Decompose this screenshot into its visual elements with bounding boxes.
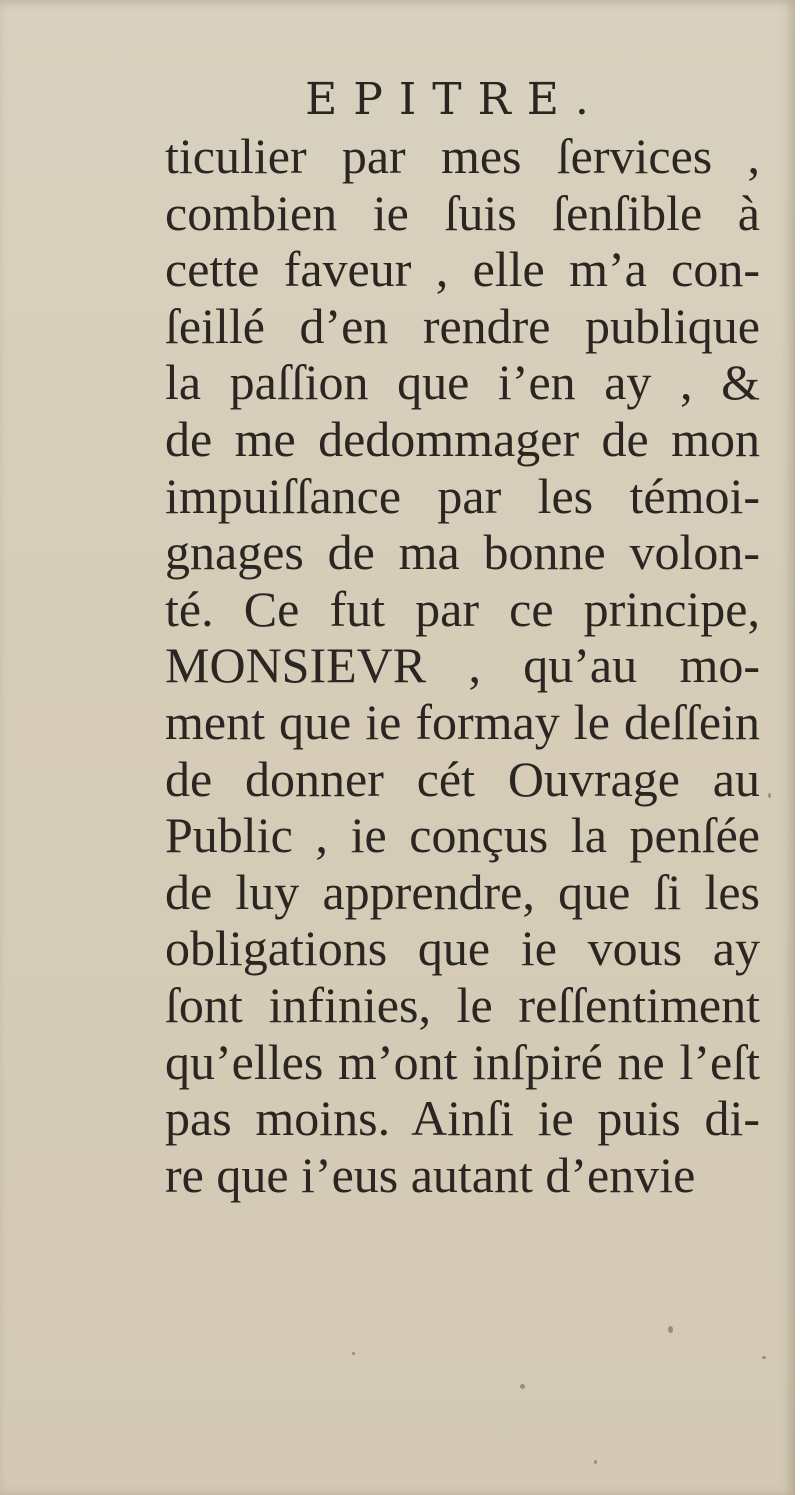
text-line: de donner cét Ouvrage au <box>165 750 760 807</box>
text-line: de luy apprendre, que ſi les <box>165 863 760 920</box>
paper-speck <box>668 1326 673 1333</box>
text-line: re que i’eus autant d’envie <box>165 1146 696 1203</box>
text-line: pas moins. Ainſi ie puis di- <box>165 1090 760 1147</box>
text-line: ticulier par mes ſervices , <box>165 128 760 184</box>
paper-speck <box>768 793 771 798</box>
paper-speck <box>594 1460 597 1464</box>
paper-speck <box>352 1352 355 1355</box>
paper-speck <box>520 1384 525 1389</box>
running-header: EPITRE. <box>305 74 605 125</box>
text-line: qu’elles m’ont inſpiré ne l’eſt <box>165 1033 760 1090</box>
text-line: ment que ie formay le deſſein <box>165 693 760 750</box>
text-line: ſont infinies, le reſſentiment <box>165 976 760 1033</box>
text-line: MONSIEVR , qu’au mo- <box>165 637 760 694</box>
body-text <box>165 128 760 1203</box>
text-line: gnages de ma bonne volon- <box>165 524 760 581</box>
text-line: la paſſion que i’en ay , & <box>165 354 760 411</box>
text-line: combien ie ſuis ſenſible à <box>165 184 760 241</box>
text-line: de me dedommager de mon <box>165 410 760 467</box>
paper-speck <box>762 1356 766 1359</box>
text-line: obligations que ie vous ay <box>165 920 760 977</box>
page-edge <box>795 0 800 1495</box>
text-line: té. Ce fut par ce principe, <box>165 580 760 637</box>
text-line: Public , ie conçus la penſée <box>165 807 760 864</box>
text-line: impuiſſance par les témoi- <box>165 467 760 524</box>
text-line: ſeillé d’en rendre publique <box>165 297 760 354</box>
text-line: cette faveur , elle m’a con- <box>165 241 760 298</box>
